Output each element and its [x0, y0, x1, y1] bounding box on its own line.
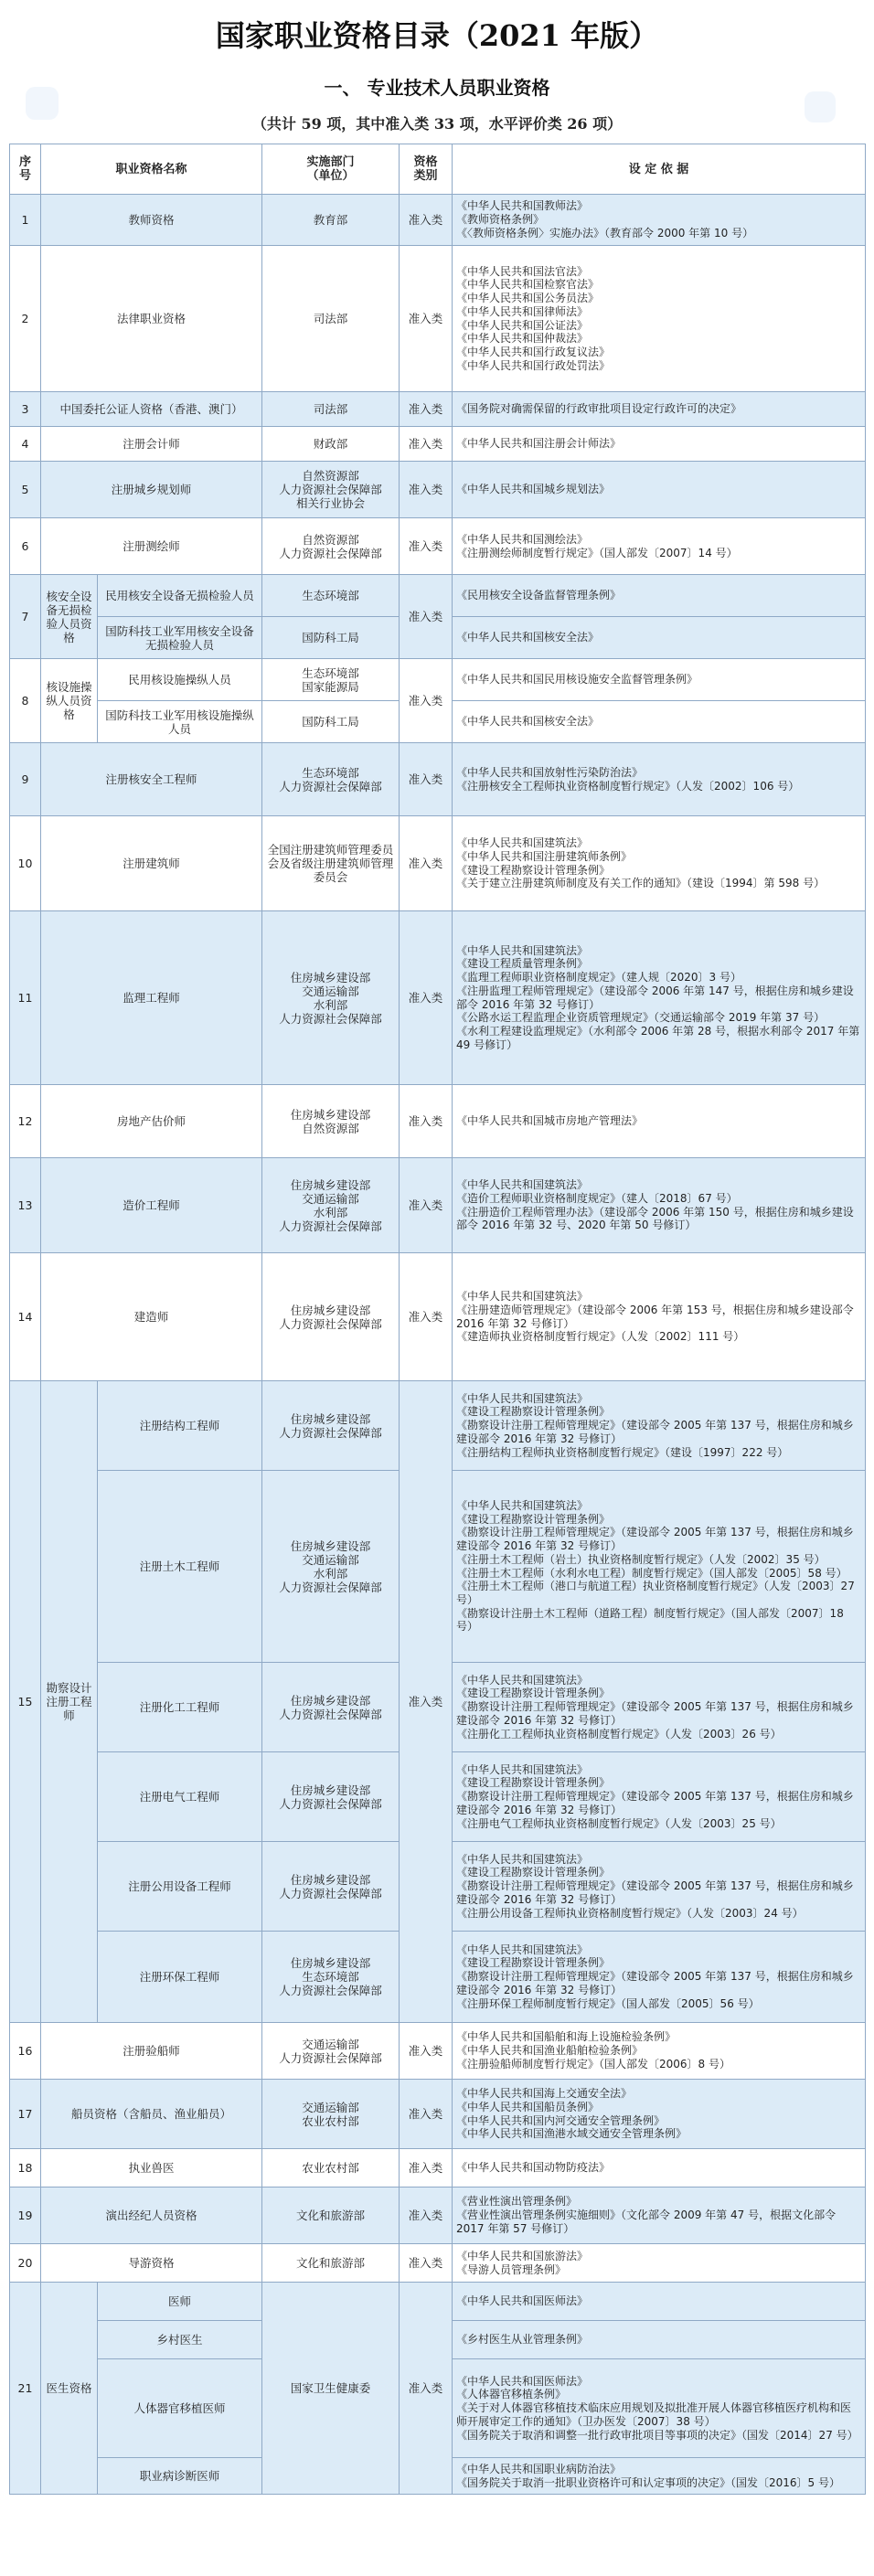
- row-name: 国防科技工业军用核安全设备无损检验人员: [98, 617, 262, 659]
- table-row: [10, 462, 866, 518]
- row-basis: 《中华人民共和国城市房地产管理法》: [453, 1085, 866, 1158]
- row-dept: 生态环境部 人力资源社会保障部: [262, 743, 400, 816]
- row-name: 注册会计师: [41, 427, 262, 462]
- row-no: 17: [10, 2080, 41, 2149]
- row-name: 教师资格: [41, 195, 262, 246]
- row-group-name: 核设施操纵人员资格: [41, 659, 98, 743]
- row-basis: 《中华人民共和国民用核设施安全监督管理条例》: [453, 659, 866, 701]
- row-no: 6: [10, 518, 41, 575]
- row-basis: 《乡村医生从业管理条例》: [453, 2321, 866, 2359]
- header-type: 资格 类别: [400, 144, 453, 195]
- row-name: 注册结构工程师: [98, 1381, 262, 1471]
- row-basis: 《中华人民共和国放射性污染防治法》 《注册核安全工程师执业资格制度暂行规定》（人发〔2002〕106 号）: [453, 743, 866, 816]
- row-basis: 《中华人民共和国建筑法》 《造价工程师职业资格制度规定》（建人〔2018〕67 号） 《注册造价工程师管理办法》（建设部令 2006 年第 150 号，根据住房和城乡建设部令 2016 年第 32 号、2020 年第 50 号修订）: [453, 1158, 866, 1253]
- document-title: 国家职业资格目录（2021 年版）: [215, 18, 659, 53]
- row-dept: 自然资源部 人力资源社会保障部 相关行业协会: [262, 462, 400, 518]
- row-basis: 《中华人民共和国建筑法》 《建设工程勘察设计管理条例》 《勘察设计注册工程师管理规定》（建设部令 2005 年第 137 号，根据住房和城乡建设部令 2016 年第 32 号修订） 《注册电气工程师执业资格制度暂行规定》（人发〔2003〕25 号）: [453, 1752, 866, 1842]
- row-basis: 《中华人民共和国建筑法》 《建设工程勘察设计管理条例》 《勘察设计注册工程师管理规定》（建设部令 2005 年第 137 号，根据住房和城乡建设部令 2016 年第 32 号修订） 《注册化工工程师执业资格制度暂行规定》（人发〔2003〕26 号）: [453, 1663, 866, 1752]
- row-no: 9: [10, 743, 41, 816]
- row-type: 准入类: [400, 1085, 453, 1158]
- row-basis: 《中华人民共和国医师法》: [453, 2283, 866, 2321]
- table-row: [10, 2023, 866, 2080]
- row-basis: 《中华人民共和国注册会计师法》: [453, 427, 866, 462]
- row-basis: 《营业性演出管理条例》 《营业性演出管理条例实施细则》（文化部令 2009 年第 47 号，根据文化部令 2017 年第 57 号修订）: [453, 2187, 866, 2244]
- row-name: 职业病诊断医师: [98, 2458, 262, 2495]
- row-dept: 住房城乡建设部 交通运输部 水利部 人力资源社会保障部: [262, 1471, 400, 1663]
- row-type: 准入类: [400, 2187, 453, 2244]
- row-name: 国防科技工业军用核设施操纵人员: [98, 701, 262, 743]
- row-basis: 《民用核安全设备监督管理条例》: [453, 575, 866, 617]
- row-dept: 文化和旅游部: [262, 2244, 400, 2283]
- row-dept: 国防科工局: [262, 701, 400, 743]
- row-name: 注册化工工程师: [98, 1663, 262, 1752]
- row-dept: 教育部: [262, 195, 400, 246]
- table-row: [10, 246, 866, 392]
- row-no: 16: [10, 2023, 41, 2080]
- row-basis: 《中华人民共和国旅游法》 《导游人员管理条例》: [453, 2244, 866, 2283]
- row-dept: 财政部: [262, 427, 400, 462]
- row-name: 监理工程师: [41, 911, 262, 1085]
- row-no: 2: [10, 246, 41, 392]
- row-name: 注册核安全工程师: [41, 743, 262, 816]
- row-no: 14: [10, 1253, 41, 1381]
- row-dept: 住房城乡建设部 生态环境部 人力资源社会保障部: [262, 1932, 400, 2023]
- row-name: 人体器官移植医师: [98, 2359, 262, 2458]
- row-basis: 《中华人民共和国建筑法》 《建设工程勘察设计管理条例》 《勘察设计注册工程师管理规定》（建设部令 2005 年第 137 号，根据住房和城乡建设部令 2016 年第 32 号修订） 《注册土木工程师（岩土）执业资格制度暂行规定》（人发〔2002〕35 号） 《注册土木工程师（水利水电工程）制度暂行规定》（国人部发〔2005〕58 号） 《注册土木工程师（港口与航道工程）执业资格制度暂行规定》（人发〔2003〕27 号） 《勘察设计注册土木工程师（道路工程）制度暂行规定》（国人部发〔2007〕18 号）: [453, 1471, 866, 1663]
- row-name: 注册测绘师: [41, 518, 262, 575]
- row-type: 准入类: [400, 1253, 453, 1381]
- table-row: [10, 659, 866, 701]
- table-row: [10, 2149, 866, 2187]
- row-type: 准入类: [400, 2023, 453, 2080]
- header-name: 职业资格名称: [41, 144, 262, 195]
- table-row: [10, 2080, 866, 2149]
- row-dept: 住房城乡建设部 人力资源社会保障部: [262, 1663, 400, 1752]
- row-no: 18: [10, 2149, 41, 2187]
- row-basis: 《中华人民共和国教师法》 《教师资格条例》 《〈教师资格条例〉实施办法》（教育部令 2000 年第 10 号）: [453, 195, 866, 246]
- row-no: 8: [10, 659, 41, 743]
- row-type: 准入类: [400, 195, 453, 246]
- row-dept: 全国注册建筑师管理委员会及省级注册建筑师管理委员会: [262, 816, 400, 911]
- table-row: [10, 743, 866, 816]
- table-row: [10, 195, 866, 246]
- row-dept: 住房城乡建设部 人力资源社会保障部: [262, 1752, 400, 1842]
- row-basis: 《中华人民共和国建筑法》 《注册建造师管理规定》（建设部令 2006 年第 153 号，根据住房和城乡建设部令 2016 年第 32 号修订） 《建造师执业资格制度暂行规定》（人发〔2002〕111 号）: [453, 1253, 866, 1381]
- row-no: 12: [10, 1085, 41, 1158]
- header-no: 序 号: [10, 144, 41, 195]
- row-type: 准入类: [400, 2244, 453, 2283]
- row-basis: 《中华人民共和国法官法》 《中华人民共和国检察官法》 《中华人民共和国公务员法》 《中华人民共和国律师法》 《中华人民共和国公证法》 《中华人民共和国仲裁法》 《中华人民共和国行政复议法》 《中华人民共和国行政处罚法》: [453, 246, 866, 392]
- row-name: 注册建筑师: [41, 816, 262, 911]
- header-dept: 实施部门 （单位）: [262, 144, 400, 195]
- table-row: [10, 816, 866, 911]
- row-type: 准入类: [400, 2149, 453, 2187]
- row-dept: 交通运输部 人力资源社会保障部: [262, 2023, 400, 2080]
- row-name: 注册土木工程师: [98, 1471, 262, 1663]
- row-type: 准入类: [400, 659, 453, 743]
- row-name: 乡村医生: [98, 2321, 262, 2359]
- row-dept: 生态环境部: [262, 575, 400, 617]
- row-name: 中国委托公证人资格（香港、澳门）: [41, 392, 262, 427]
- table-row: [10, 911, 866, 1085]
- row-name: 注册验船师: [41, 2023, 262, 2080]
- row-group-name: 核安全设备无损检验人员资格: [41, 575, 98, 659]
- row-basis: 《中华人民共和国建筑法》 《中华人民共和国注册建筑师条例》 《建设工程勘察设计管理条例》 《关于建立注册建筑师制度及有关工作的通知》（建设〔1994〕第 598 号）: [453, 816, 866, 911]
- row-name: 建造师: [41, 1253, 262, 1381]
- section-summary: （共计 59 项，其中准入类 33 项，水平评价类 26 项）: [251, 115, 623, 133]
- row-type: 准入类: [400, 392, 453, 427]
- qualification-table: [9, 144, 866, 2495]
- row-dept: 住房城乡建设部 人力资源社会保障部: [262, 1842, 400, 1932]
- row-basis: 《中华人民共和国建筑法》 《建设工程勘察设计管理条例》 《勘察设计注册工程师管理规定》（建设部令 2005 年第 137 号，根据住房和城乡建设部令 2016 年第 32 号修订） 《注册公用设备工程师执业资格制度暂行规定》（人发〔2003〕24 号）: [453, 1842, 866, 1932]
- row-name: 导游资格: [41, 2244, 262, 2283]
- row-no: 11: [10, 911, 41, 1085]
- row-no: 7: [10, 575, 41, 659]
- row-dept: 生态环境部 国家能源局: [262, 659, 400, 701]
- row-type: 准入类: [400, 743, 453, 816]
- row-basis: 《中华人民共和国建筑法》 《建设工程质量管理条例》 《监理工程师职业资格制度规定》（建人规〔2020〕3 号） 《注册监理工程师管理规定》（建设部令 2006 年第 147 号，根据住房和城乡建设部令 2016 年第 32 号修订） 《公路水运工程监理企业资质管理规定》（交通运输部令 2019 年第 37 号） 《水利工程建设监理规定》（水利部令 2006 年第 28 号，根据水利部令 2017 年第 49 号修订）: [453, 911, 866, 1085]
- row-type: 准入类: [400, 816, 453, 911]
- section-heading: 一、 专业技术人员职业资格: [324, 77, 550, 99]
- table-row: [10, 2244, 866, 2283]
- row-basis: 《中华人民共和国核安全法》: [453, 701, 866, 743]
- row-no: 13: [10, 1158, 41, 1253]
- row-basis: 《中华人民共和国海上交通安全法》 《中华人民共和国船员条例》 《中华人民共和国内河交通安全管理条例》 《中华人民共和国渔港水域交通安全管理条例》: [453, 2080, 866, 2149]
- table-row: [10, 1381, 866, 1471]
- row-dept: 住房城乡建设部 交通运输部 水利部 人力资源社会保障部: [262, 911, 400, 1085]
- row-name: 法律职业资格: [41, 246, 262, 392]
- row-basis: 《中华人民共和国城乡规划法》: [453, 462, 866, 518]
- row-basis: 《中华人民共和国医师法》 《人体器官移植条例》 《关于对人体器官移植技术临床应用规划及拟批准开展人体器官移植医疗机构和医师开展审定工作的通知》（卫办医发〔2007〕38 号） 《国务院关于取消和调整一批行政审批项目等事项的决定》（国发〔2014〕27 号）: [453, 2359, 866, 2458]
- row-type: 准入类: [400, 575, 453, 659]
- row-type: 准入类: [400, 518, 453, 575]
- row-no: 10: [10, 816, 41, 911]
- row-type: 准入类: [400, 2283, 453, 2495]
- row-no: 20: [10, 2244, 41, 2283]
- row-basis: 《中华人民共和国船舶和海上设施检验条例》 《中华人民共和国渔业船舶检验条例》 《注册验船师制度暂行规定》（国人部发〔2006〕8 号）: [453, 2023, 866, 2080]
- row-no: 3: [10, 392, 41, 427]
- row-type: 准入类: [400, 2080, 453, 2149]
- row-name: 注册环保工程师: [98, 1932, 262, 2023]
- row-type: 准入类: [400, 1158, 453, 1253]
- row-type: 准入类: [400, 911, 453, 1085]
- row-name: 演出经纪人员资格: [41, 2187, 262, 2244]
- row-type: 准入类: [400, 246, 453, 392]
- row-name: 造价工程师: [41, 1158, 262, 1253]
- row-no: 19: [10, 2187, 41, 2244]
- table-row: [10, 1085, 866, 1158]
- row-type: 准入类: [400, 1381, 453, 2023]
- table-row: [10, 2187, 866, 2244]
- row-no: 15: [10, 1381, 41, 2023]
- row-type: 准入类: [400, 427, 453, 462]
- row-dept: 住房城乡建设部 自然资源部: [262, 1085, 400, 1158]
- row-no: 1: [10, 195, 41, 246]
- table-row: [10, 575, 866, 617]
- row-name: 船员资格（含船员、渔业船员）: [41, 2080, 262, 2149]
- row-dept: 农业农村部: [262, 2149, 400, 2187]
- row-name: 民用核设施操纵人员: [98, 659, 262, 701]
- table-row: [10, 1253, 866, 1381]
- row-group-name: 勘察设计注册工程师: [41, 1381, 98, 2023]
- row-dept: 司法部: [262, 246, 400, 392]
- table-row: [10, 392, 866, 427]
- table-row: [10, 427, 866, 462]
- row-name: 医师: [98, 2283, 262, 2321]
- table-header-row: [10, 144, 866, 195]
- row-dept: 国防科工局: [262, 617, 400, 659]
- row-basis: 《中华人民共和国职业病防治法》 《国务院关于取消一批职业资格许可和认定事项的决定》（国发〔2016〕5 号）: [453, 2458, 866, 2495]
- row-name: 房地产估价师: [41, 1085, 262, 1158]
- row-dept: 住房城乡建设部 交通运输部 水利部 人力资源社会保障部: [262, 1158, 400, 1253]
- row-no: 4: [10, 427, 41, 462]
- row-basis: 《中华人民共和国动物防疫法》: [453, 2149, 866, 2187]
- row-basis: 《中华人民共和国测绘法》 《注册测绘师制度暂行规定》（国人部发〔2007〕14 号）: [453, 518, 866, 575]
- row-no: 21: [10, 2283, 41, 2495]
- header-basis: 设 定 依 据: [453, 144, 866, 195]
- row-basis: 《中华人民共和国建筑法》 《建设工程勘察设计管理条例》 《勘察设计注册工程师管理规定》（建设部令 2005 年第 137 号，根据住房和城乡建设部令 2016 年第 32 号修订） 《注册环保工程师制度暂行规定》（国人部发〔2005〕56 号）: [453, 1932, 866, 2023]
- row-name: 民用核安全设备无损检验人员: [98, 575, 262, 617]
- row-dept: 国家卫生健康委: [262, 2283, 400, 2495]
- row-name: 执业兽医: [41, 2149, 262, 2187]
- row-dept: 自然资源部 人力资源社会保障部: [262, 518, 400, 575]
- row-no: 5: [10, 462, 41, 518]
- row-type: 准入类: [400, 462, 453, 518]
- row-group-name: 医生资格: [41, 2283, 98, 2495]
- row-name: 注册公用设备工程师: [98, 1842, 262, 1932]
- row-dept: 住房城乡建设部 人力资源社会保障部: [262, 1381, 400, 1471]
- row-dept: 交通运输部 农业农村部: [262, 2080, 400, 2149]
- row-basis: 《中华人民共和国建筑法》 《建设工程勘察设计管理条例》 《勘察设计注册工程师管理规定》（建设部令 2005 年第 137 号，根据住房和城乡建设部令 2016 年第 32 号修订） 《注册结构工程师执业资格制度暂行规定》（建设〔1997〕222 号）: [453, 1381, 866, 1471]
- table-row: [10, 1158, 866, 1253]
- table-row: [10, 518, 866, 575]
- row-name: 注册电气工程师: [98, 1752, 262, 1842]
- row-basis: 《国务院对确需保留的行政审批项目设定行政许可的决定》: [453, 392, 866, 427]
- row-dept: 住房城乡建设部 人力资源社会保障部: [262, 1253, 400, 1381]
- row-dept: 司法部: [262, 392, 400, 427]
- table-row: [10, 2283, 866, 2321]
- row-basis: 《中华人民共和国核安全法》: [453, 617, 866, 659]
- row-dept: 文化和旅游部: [262, 2187, 400, 2244]
- row-name: 注册城乡规划师: [41, 462, 262, 518]
